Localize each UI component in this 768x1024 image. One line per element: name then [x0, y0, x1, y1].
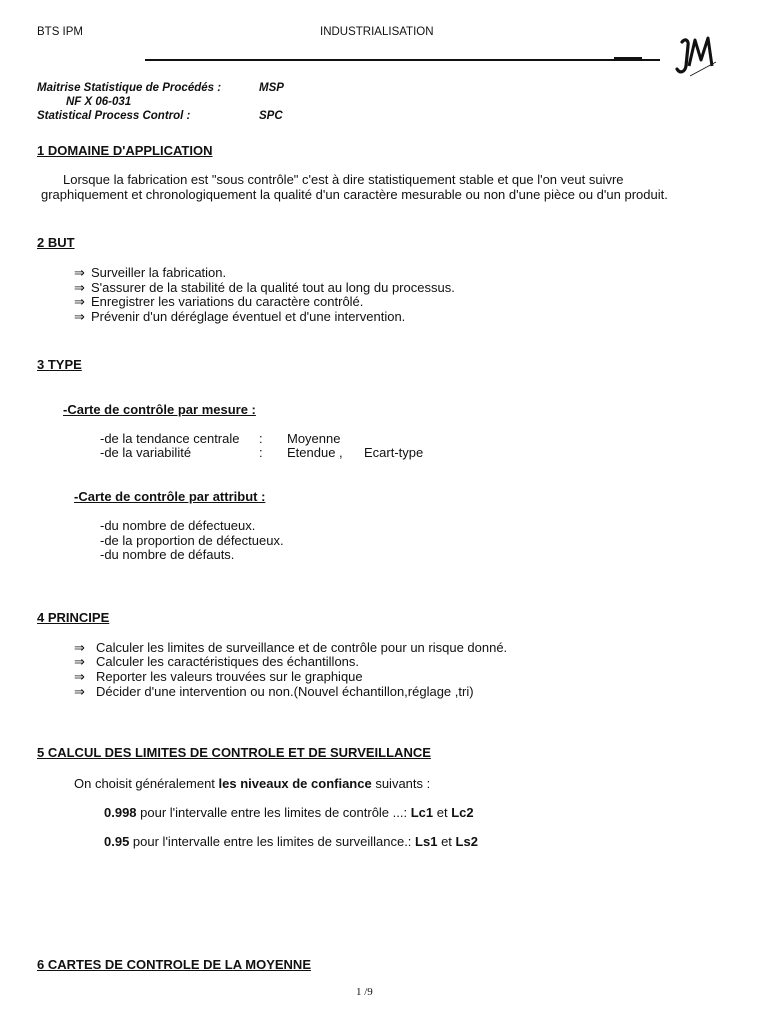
arrow-right-icon: ⇒ — [74, 654, 85, 669]
list-item: ⇒ Reporter les valeurs trouvées sur le graphique — [74, 669, 363, 684]
list-item: -du nombre de défectueux. — [100, 518, 256, 533]
arrow-right-icon: ⇒ — [74, 294, 85, 309]
msp-label-fr: Maitrise Statistique de Procédés : — [37, 82, 222, 94]
list-item: ⇒ Calculer les caractéristiques des échantillons. — [74, 654, 360, 669]
list-item: ⇒ Décider d'une intervention ou non.(Nouvel échantillon,réglage ,tri) — [74, 684, 474, 699]
separator: : — [259, 431, 263, 446]
spc-value: SPC — [259, 110, 283, 122]
list-item: ⇒ Surveiller la fabrication. — [74, 265, 227, 280]
variability-label: -de la variabilité — [100, 445, 192, 460]
list-item: -du nombre de défauts. — [100, 547, 235, 562]
variability-value-stddev: Ecart-type — [364, 445, 424, 460]
section-1-title: 1 DOMAINE D'APPLICATION — [37, 143, 213, 158]
section-1-text-line-2: graphiquement et chronologiquement la qualité d'un caractère mesurable ou non d'une pièce ou d'un produit. — [41, 187, 668, 202]
page-number: 1 /9 — [356, 986, 373, 998]
surveillance-limits-line: 0.95 pour l'intervalle entre les limites de surveillance.: Ls1 et Ls2 — [104, 834, 478, 849]
list-item: ⇒ S'assurer de la stabilité de la qualité tout au long du processus. — [74, 280, 455, 295]
msp-norm: NF X 06-031 — [66, 96, 132, 108]
list-item: ⇒ Calculer les limites de surveillance et de contrôle pour un risque donné. — [74, 640, 508, 655]
confidence-intro: On choisit généralement les niveaux de confiance suivants : — [74, 776, 431, 791]
msp-value: MSP — [259, 82, 284, 94]
arrow-right-icon: ⇒ — [74, 280, 85, 295]
attribute-chart-subtitle: -Carte de contrôle par attribut : — [74, 489, 266, 504]
separator: : — [259, 445, 263, 460]
spc-label-en: Statistical Process Control : — [37, 110, 191, 122]
list-item: ⇒ Prévenir d'un déréglage éventuel et d'une intervention. — [74, 309, 406, 324]
header-rule-accent — [614, 57, 642, 59]
central-tendency-label: -de la tendance centrale — [100, 431, 240, 446]
jm-monogram-logo-icon — [672, 32, 720, 80]
central-tendency-value: Moyenne — [287, 431, 341, 446]
list-item: -de la proportion de défectueux. — [100, 533, 284, 548]
header-left: BTS IPM — [37, 26, 84, 38]
section-4-title: 4 PRINCIPE — [37, 610, 110, 625]
header-center: INDUSTRIALISATION — [320, 26, 434, 38]
variability-value-range: Etendue , — [287, 445, 343, 460]
section-1-text-line-1: Lorsque la fabrication est "sous contrôle" c'est à dire statistiquement stable et que l'on veut suivre — [63, 172, 624, 187]
section-3-title: 3 TYPE — [37, 357, 82, 372]
section-2-title: 2 BUT — [37, 235, 75, 250]
list-item: ⇒ Enregistrer les variations du caractère contrôlé. — [74, 294, 364, 309]
arrow-right-icon: ⇒ — [74, 309, 85, 324]
control-limits-line: 0.998 pour l'intervalle entre les limites de contrôle ...: Lc1 et Lc2 — [104, 805, 474, 820]
section-6-title: 6 CARTES DE CONTROLE DE LA MOYENNE — [37, 957, 311, 972]
arrow-right-icon: ⇒ — [74, 684, 85, 699]
section-5-title: 5 CALCUL DES LIMITES DE CONTROLE ET DE SURVEILLANCE — [37, 745, 431, 760]
arrow-right-icon: ⇒ — [74, 640, 85, 655]
arrow-right-icon: ⇒ — [74, 265, 85, 280]
arrow-right-icon: ⇒ — [74, 669, 85, 684]
header-rule — [145, 59, 660, 61]
measure-chart-subtitle: -Carte de contrôle par mesure : — [63, 402, 256, 417]
